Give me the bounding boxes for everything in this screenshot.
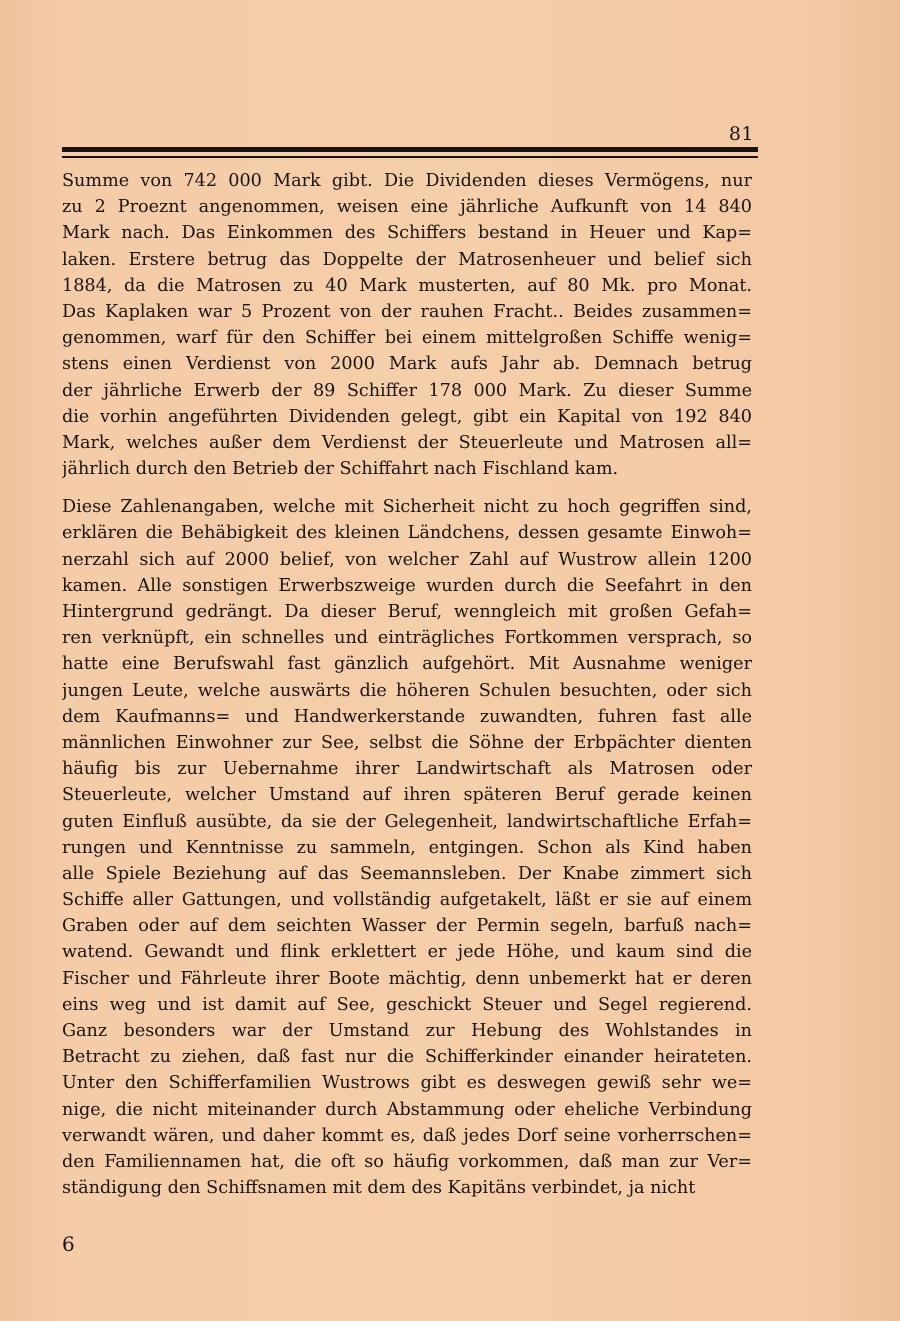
text-line: guten Einfluß ausübte, da sie der Gelegenheit, landwirtschaftliche Erfah= [62,811,752,832]
text-line: kamen. Alle sonstigen Erwerbszweige wurden durch die Seefahrt in den [62,575,752,596]
text-line: alle Spiele Beziehung auf das Seemannsleben. Der Knabe zimmert sich [62,863,752,884]
text-line: erklären die Behäbigkeit des kleinen Ländchens, dessen gesamte Einwoh= [62,523,752,544]
text-line: der jährliche Erwerb der 89 Schiffer 178 000 Mark. Zu dieser Summe [62,380,752,401]
text-line: nige, die nicht miteinander durch Abstammung oder eheliche Verbindung [62,1099,752,1120]
signature-mark: 6 [62,1232,75,1256]
text-line: Steuerleute, welcher Umstand auf ihren späteren Beruf gerade keinen [62,785,752,806]
text-line: Hintergrund gedrängt. Da dieser Beruf, wenngleich mit großen Gefah= [62,602,752,622]
text-line: 1884, da die Matrosen zu 40 Mark musterten, auf 80 Mk. pro Monat. [62,275,752,296]
text-line: dem Kaufmanns= und Handwerkerstande zuwandten, fuhren fast alle [62,706,752,727]
text-line: watend. Gewandt und flink erklettert er jede Höhe, und kaum sind die [62,942,752,963]
text-line: laken. Erstere betrug das Doppelte der Matrosenheuer und belief sich [62,249,752,270]
text-line: nerzahl sich auf 2000 belief, von welcher Zahl auf Wustrow allein 1200 [62,549,752,570]
text-line: den Familiennamen hat, die oft so häufig vorkommen, daß man zur Ver= [62,1151,752,1172]
text-line: Mark, welches außer dem Verdienst der Steuerleute und Matrosen all= [62,432,752,453]
text-line: ren verknüpft, ein schnelles und einträgliches Fortkommen versprach, so [62,628,752,649]
text-line: eins weg und ist damit auf See, geschickt Steuer und Segel regierend. [62,994,752,1015]
text-line: jungen Leute, welche auswärts die höheren Schulen besuchten, oder sich [62,680,752,701]
paragraph-2 [62,494,752,1201]
text-line: Ganz besonders war der Umstand zur Hebung des Wohlstandes in [62,1021,752,1041]
text-line: ständigung den Schiffsnamen mit dem des Kapitäns verbindet, ja nicht [62,1178,696,1199]
text-line: genommen, warf für den Schiffer bei einem mittelgroßen Schiffe wenig= [62,328,752,349]
text-line: Summe von 742 000 Mark gibt. Die Dividenden dieses Vermögens, nur [62,171,752,191]
body-text [62,168,752,1201]
text-line: Fischer und Fährleute ihrer Boote mächtig, denn unbemerkt hat er deren [62,968,752,989]
page-number: 81 [728,123,754,145]
text-line: die vorhin angeführten Dividenden gelegt, gibt ein Kapital von 192 840 [62,406,752,427]
text-line: Graben oder auf dem seichten Wasser der Permin segeln, barfuß nach= [62,916,752,937]
paragraph-1 [62,168,752,482]
text-line: Schiffe aller Gattungen, und vollständig aufgetakelt, läßt er sie auf einem [62,890,752,911]
text-line: Unter den Schifferfamilien Wustrows gibt es deswegen gewiß sehr we= [62,1073,752,1094]
text-line: stens einen Verdienst von 2000 Mark aufs Jahr ab. Demnach betrug [62,354,752,375]
text-line: jährlich durch den Betrieb der Schiffahrt nach Fischland kam. [62,459,619,480]
header-rule-thin [62,156,758,158]
text-line: verwandt wären, und daher kommt es, daß jedes Dorf seine vorherrschen= [62,1125,752,1146]
header-rule-thick [62,147,758,152]
text-line: zu 2 Proeznt angenommen, weisen eine jährliche Aufkunft von 14 840 [62,197,752,218]
text-line: Diese Zahlenangaben, welche mit Sicherheit nicht zu hoch gegriffen sind, [62,497,752,518]
text-line: rungen und Kenntnisse zu sammeln, entgingen. Schon als Kind haben [62,837,752,858]
text-line: Das Kaplaken war 5 Prozent von der rauhen Fracht.. Beides zusammen= [62,301,752,322]
text-line: häufig bis zur Uebernahme ihrer Landwirtschaft als Matrosen oder [62,759,752,780]
text-line: Mark nach. Das Einkommen des Schiffers bestand in Heuer und Kap= [62,223,752,244]
text-line: hatte eine Berufswahl fast gänzlich aufgehört. Mit Ausnahme weniger [62,654,752,675]
text-line: männlichen Einwohner zur See, selbst die Söhne der Erbpächter dienten [62,732,752,753]
text-line: Betracht zu ziehen, daß fast nur die Schifferkinder einander heirateten. [62,1047,752,1068]
